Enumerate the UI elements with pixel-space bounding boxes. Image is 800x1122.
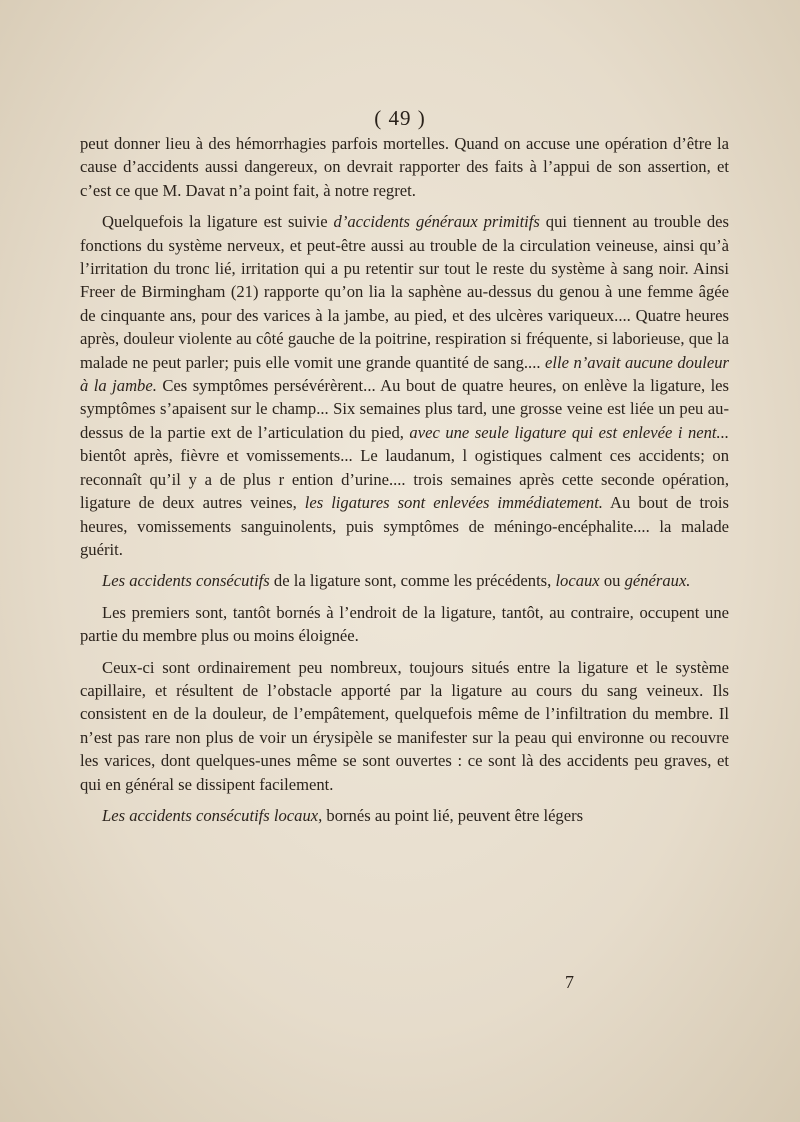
- paragraph: [80, 601, 729, 648]
- text-run: peut donner lieu à des hémorrhagies parfois mortelles. Quand on accuse une opération d’être la cause d’accidents aussi dangereux, on devrait rapporter des faits à l’appui de son assertion, et c’est ce que M. Davat n’a point fait, à notre regret.: [80, 134, 729, 200]
- text-run: Ces symptômes persévérèrent... Au bout de quatre heures, on enlève la ligature, les symptômes s’apaisent sur le champ... Six semaines plus tard, une grosse veine est liée un peu au-dessus de la partie ext de l’articulation du pied,: [80, 376, 730, 442]
- text-run: Les premiers sont, tantôt bornés à l’endroit de la ligature, tantôt, au contraire, occupent une partie du membre plus ou moins éloignée.: [80, 602, 729, 646]
- text-run: bientôt après, fièvre et vomissements... Le laudanum, l ogistiques calment ces accidents; on reconnaît qu’il y a de plus r ention d’urine.... trois semaines après cette seconde opération, ligature de deux autres veines,: [80, 446, 729, 513]
- text-run: Quelquefois la ligature est suivie: [102, 212, 334, 232]
- italic-text: locaux: [555, 571, 600, 591]
- italic-text: Les accidents consécutifs locaux,: [102, 805, 323, 825]
- signature-mark: 7: [565, 972, 574, 992]
- paragraph: [80, 656, 729, 796]
- page-number: ( 49 ): [374, 106, 426, 130]
- text-run: Au bout de trois heures, vomissements sanguinolents, puis symptômes de méningo-encéphalite.... la malade guérit.: [80, 493, 729, 559]
- paragraph: [80, 210, 729, 561]
- paragraph: [80, 804, 729, 827]
- italic-text: généraux.: [624, 571, 691, 591]
- body-text: [80, 132, 729, 835]
- text-run: bornés au point lié, peuvent être légers: [322, 805, 584, 825]
- italic-text: avec une seule ligature qui est enlevée i nent...: [409, 422, 729, 442]
- paragraph: [80, 132, 729, 202]
- italic-text: les ligatures sont enlevées immédiatement.: [304, 493, 603, 513]
- text-run: de la ligature sont, comme les précédents,: [269, 571, 556, 591]
- text-run: qui tiennent au trouble des fonctions du système nerveux, et peut-être aussi au trouble de la circulation veineuse, ainsi qu’à l’irritation du tronc lié, irritation qui a pu retentir sur tout le reste du système à sang noir. Ainsi Freer de Birmingham (21) rapporte qu’on lia la saphène au-dessus du genou à une femme âgée de cinquante ans, pour des varices à la jambe, au pied, et des ulcères variqueux.... Quatre heures après, douleur violente au côté gauche de la poitrine, respiration si fréquente, si laborieuse, que la malade ne peut parler; puis elle vomit une grande quantité de sang....: [80, 212, 729, 372]
- italic-text: d’accidents généraux primitifs: [333, 212, 540, 232]
- paragraph: [80, 569, 729, 592]
- italic-text: Les accidents consécutifs: [102, 571, 270, 591]
- text-run: Ceux-ci sont ordinairement peu nombreux, toujours situés entre la ligature et le système capillaire, et résultent de l’obstacle apporté par la ligature au cours du sang veineux. Ils consistent en de la douleur, de l’empâtement, quelquefois même de l’infiltration du membre. Il n’est pas rare non plus de voir un érysipèle se manifester sur la peau qui environne ou recouvre les varices, dont quelques-unes même se sont ouvertes : ce sont là des accidents peu graves, et qui en général se dissipent facilement.: [80, 657, 729, 794]
- italic-text: elle n’avait aucune douleur à la jambe.: [80, 352, 729, 396]
- text-run: ou: [599, 571, 625, 591]
